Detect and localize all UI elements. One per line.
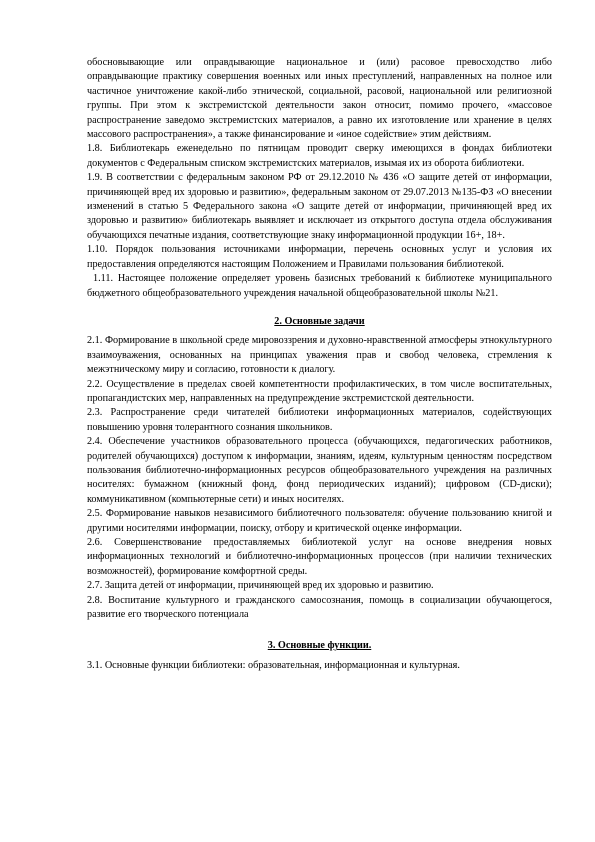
- paragraph-2-3: 2.3. Распространение среди читателей библиотеки информационных материалов, содействующих повышению уровня толерантного сознания школьников.: [87, 407, 552, 433]
- paragraph-1-9: 1.9. В соответствии с федеральным законом РФ от 29.12.2010 № 436 «О защите детей от информации, причиняющей вред их здоровью и развитию», федеральным законом от 29.07.2013 №135-ФЗ «О внесении изменений в статью 5 Федерального закона «О защите детей от информации, причиняющей вред их здоровью и развитию» библиотекарь выявляет и исключает из открытого доступа отдела обслуживания обучающихся печатные издания, соответствующие знаку информационной продукции 16+, 18+.: [87, 172, 552, 241]
- paragraph-1-8: 1.8. Библиотекарь еженедельно по пятницам проводит сверку имеющихся в фондах библиотеки документов с Федеральным списком экстремистских материалов, изымая их из оборота библиотеки.: [87, 143, 552, 169]
- paragraph-2-2: 2.2. Осуществление в пределах своей компетентности профилактических, в том числе воспитательных, пропагандистских мер, направленных на предупреждение экстремистской деятельности.: [87, 378, 552, 404]
- paragraph-1-7-continued: обосновывающие или оправдывающие национальное и (или) расовое превосходство либо оправдывающие практику совершения военных или иных преступлений, направленных на полное или частичное уничтожение какой-либо этнической, социальной, расовой, национальной или религиозной группы. При этом к экстремистской деятельности закон относит, помимо прочего, «массовое распространение заведомо экстремистских материалов, а равно их изготовление или хранение в целях массового распространения», а также финансирование и «иное содействие» этим действиям.: [87, 57, 552, 141]
- section-2-heading: 2. Основные задачи: [274, 315, 365, 327]
- paragraph-3-1: 3.1. Основные функции библиотеки: образовательная, информационная и культурная.: [87, 659, 460, 671]
- section-3-heading: 3. Основные функции.: [267, 640, 372, 652]
- paragraph-2-4: 2.4. Обеспечение участников образовательного процесса (обучающихся, педагогических работников, родителей обучающихся) доступом к информации, знаниям, идеям, культурным ценностям посредством пользования библиотечно-информационных ресурсов общеобразовательного учреждения на различных носителях: бумажном (книжный фонд, фонд периодических изданий); цифровом (CD-диски); коммуникативном (компьютерные сети) и иных носителях.: [87, 436, 552, 505]
- paragraph-2-8: 2.8. Воспитание культурного и гражданского самосознания, помощь в социализации обучающегося, развитие его творческого потенциала: [87, 594, 552, 621]
- paragraph-1-10: 1.10. Порядок пользования источниками информации, перечень основных услуг и условия их предоставления определяются настоящим Положением и Правилами пользования библиотекой.: [87, 244, 552, 270]
- paragraph-2-7: 2.7. Защита детей от информации, причиняющей вред их здоровью и развитию.: [87, 580, 434, 592]
- paragraph-2-5: 2.5. Формирование навыков независимого библиотечного пользователя: обучение пользованию книгой и другими носителями информации, поиску, отбору и критической оценке информации.: [87, 508, 552, 534]
- document-page: [87, 56, 552, 673]
- paragraph-2-1: 2.1. Формирование в школьной среде мировоззрения и духовно-нравственной атмосферы этнокультурного взаимоуважения, основанных на принципах уважения прав и свобод человека, стремления к межэтническому миру и согласию, готовности к диалогу.: [87, 335, 552, 376]
- paragraph-1-11: 1.11. Настоящее положение определяет уровень базисных требований к библиотеке муниципального бюджетного общеобразовательного учреждения начальной общеобразовательной школы №21.: [87, 273, 552, 299]
- paragraph-2-6: 2.6. Совершенствование предоставляемых библиотекой услуг на основе внедрения новых информационных технологий и библиотечно-информационных процессов (при наличии технических возможностей), формирование комфортной среды.: [87, 537, 552, 577]
